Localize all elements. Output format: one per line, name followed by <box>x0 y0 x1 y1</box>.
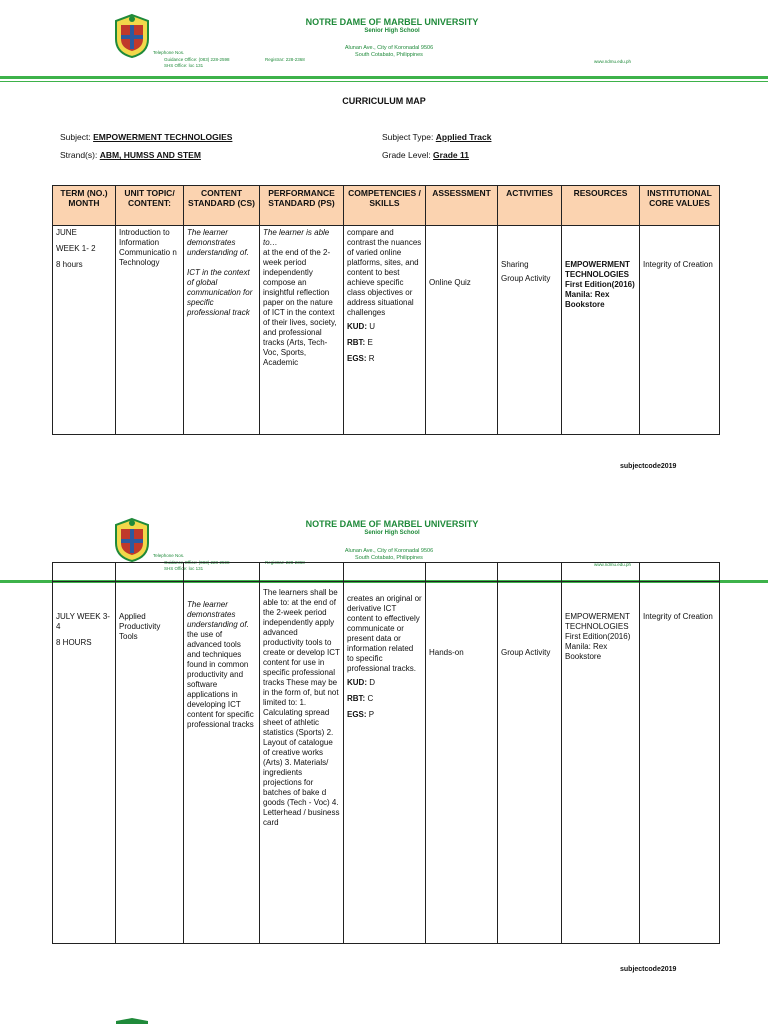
university-name: NOTRE DAME OF MARBEL UNIVERSITY <box>305 17 479 27</box>
header-resources: RESOURCES <box>562 186 640 226</box>
university-seal-logo <box>112 517 152 563</box>
header-unit-topic: UNIT TOPIC/ CONTENT: <box>116 186 184 226</box>
address-line-2: South Cotabato, Philippines <box>355 52 423 58</box>
address <box>299 548 479 562</box>
cell-content-standard <box>184 582 260 944</box>
school-name: Senior High School <box>364 28 420 34</box>
cell-content-standard <box>184 226 260 435</box>
kud-line: KUD: D <box>347 678 376 687</box>
website: www.ndmu.edu.ph <box>594 59 632 64</box>
kud-line: KUD: U <box>347 322 376 331</box>
cell-topic: Applied Productivity Tools <box>116 582 184 944</box>
term-month-weeks: JULY WEEK 3- 4 <box>56 612 110 631</box>
cell-core-values: Integrity of Creation <box>640 582 720 944</box>
subject-type-label: Subject Type: <box>382 132 434 142</box>
footer-code: subjectcode2019 <box>620 463 677 470</box>
egs-line: EGS: P <box>347 710 375 719</box>
university-seal-logo <box>112 13 152 59</box>
strand-line <box>60 150 201 160</box>
shs-office-phone: SHS Office: loc 131 <box>164 63 204 68</box>
page-title: CURRICULUM MAP <box>342 96 426 106</box>
cell-competencies <box>344 226 426 435</box>
subject-line <box>60 132 232 142</box>
strand-value: ABM, HUMSS AND STEM <box>99 150 201 160</box>
website: www.ndmu.edu.ph <box>594 562 632 567</box>
cell-resources: EMPOWERMENT TECHNOLOGIES First Edition(2016) Manila: Rex Bookstore <box>562 582 640 944</box>
curriculum-map-table-continued <box>52 562 720 944</box>
subject-value: EMPOWERMENT TECHNOLOGIES <box>93 132 233 142</box>
header-performance-standard: PERFORMANCE STANDARD (PS) <box>260 186 344 226</box>
school-name: Senior High School <box>364 530 420 536</box>
cell-performance-standard <box>260 226 344 435</box>
university-seal-logo-partial <box>112 1018 152 1024</box>
guidance-phone: Guidance Office: (083) 228-2598 <box>164 57 230 62</box>
cell-activities <box>498 226 562 435</box>
rbt-line: RBT: C <box>347 694 374 703</box>
cs-intro: The learner demonstrates understanding of. <box>187 228 249 257</box>
subject-type-value: Applied Track <box>435 132 492 142</box>
term-month: JUNE <box>56 228 77 237</box>
header-competencies: COMPETENCIES / SKILLS <box>344 186 426 226</box>
blank-header-row <box>53 563 720 582</box>
curriculum-map-table <box>52 185 720 435</box>
cell-resources: EMPOWERMENT TECHNOLOGIES First Edition(2016) Manila: Rex Bookstore <box>562 226 640 435</box>
term-hours: 8 HOURS <box>56 638 92 647</box>
header-rule-thin <box>0 81 768 82</box>
cell-core-values: Integrity of Creation <box>640 226 720 435</box>
cell-term <box>53 226 116 435</box>
strand-label: Strand(s): <box>60 150 98 160</box>
ps-intro: The learner is able to… <box>263 228 330 247</box>
ps-body: at the end of the 2-week period independently compose an insightful reflection paper on the nature of ICT in the context of their lives, society, and professional tracks (Arts, Tech-Voc, Sports, Academic <box>263 248 337 367</box>
cell-term <box>53 582 116 944</box>
university-name: NOTRE DAME OF MARBEL UNIVERSITY <box>305 519 479 529</box>
registrar-phone: Registrar: 228-2368 <box>265 57 305 62</box>
header-activities: ACTIVITIES <box>498 186 562 226</box>
telephone-label: Telephone Nos. <box>153 50 185 55</box>
grade-level-value: Grade 11 <box>433 150 469 160</box>
shs-office-phone: SHS Office: loc 131 <box>164 566 204 571</box>
cell-topic: Introduction to Information Communicatio n Technology <box>116 226 184 435</box>
header-assessment: ASSESSMENT <box>426 186 498 226</box>
cell-competencies <box>344 582 426 944</box>
term-weeks: WEEK 1- 2 <box>56 244 96 253</box>
header-content-standard: CONTENT STANDARD (CS) <box>184 186 260 226</box>
activity-1: Sharing <box>501 260 529 269</box>
footer-code: subjectcode2019 <box>620 966 677 973</box>
subject-label: Subject: <box>60 132 91 142</box>
cell-assessment: Online Quiz <box>426 226 498 435</box>
term-hours: 8 hours <box>56 260 83 269</box>
grade-level-label: Grade Level: <box>382 150 431 160</box>
address-line-1: Alunan Ave., City of Koronadal 9506 <box>344 548 434 554</box>
rbt-line: RBT: E <box>347 338 373 347</box>
registrar-phone: Registrar: 228-2368 <box>265 560 305 565</box>
comp-text: creates an original or derivative ICT content to effectively communicate or present data or information related to specific professional tracks. <box>347 594 422 673</box>
cs-body: the use of advanced tools and techniques found in common productivity and software applications in developing ICT content for specific professional tracks <box>187 630 254 729</box>
cs-intro: The learner demonstrates understanding of. <box>187 600 249 629</box>
header-core-values: INSTITUTIONAL CORE VALUES <box>640 186 720 226</box>
cell-performance-standard: The learners shall be able to: at the end of the 2-week period independently apply advanced productivity tools to create or develop ICT content for use in specific professional tracks These may be in the form of, but not limited to: 1. Calculating spread sheet of athletic statistics (Sports) 2. Layout of catalogue of creative works (Arts) 3. Materials/ ingredients projections for batches of bake d goods (Tech - Voc) 4. Letterhead / business card <box>260 582 344 944</box>
table-row <box>53 226 720 435</box>
cell-activities: Group Activity <box>498 582 562 944</box>
address <box>299 45 479 59</box>
address-line-2: South Cotabato, Philippines <box>355 555 423 561</box>
header-term: TERM (NO.) MONTH <box>53 186 116 226</box>
grade-level-line <box>382 150 469 160</box>
header-rule <box>0 76 768 79</box>
comp-text: compare and contrast the nuances of varied online platforms, sites, and content to best achieve specific class objectives or address situational challenges <box>347 228 422 317</box>
subject-type-line <box>382 132 491 142</box>
guidance-phone: Guidance Office: (083) 228-2598 <box>164 560 230 565</box>
table-row <box>53 582 720 944</box>
egs-line: EGS: R <box>347 354 375 363</box>
table-header-row <box>53 186 720 226</box>
address-line-1: Alunan Ave., City of Koronadal 9506 <box>344 45 434 51</box>
cell-assessment: Hands-on <box>426 582 498 944</box>
telephone-label: Telephone Nos. <box>153 553 185 558</box>
cs-body: ICT in the context of global communication for specific professional track <box>187 268 253 317</box>
activity-2: Group Activity <box>501 274 551 283</box>
